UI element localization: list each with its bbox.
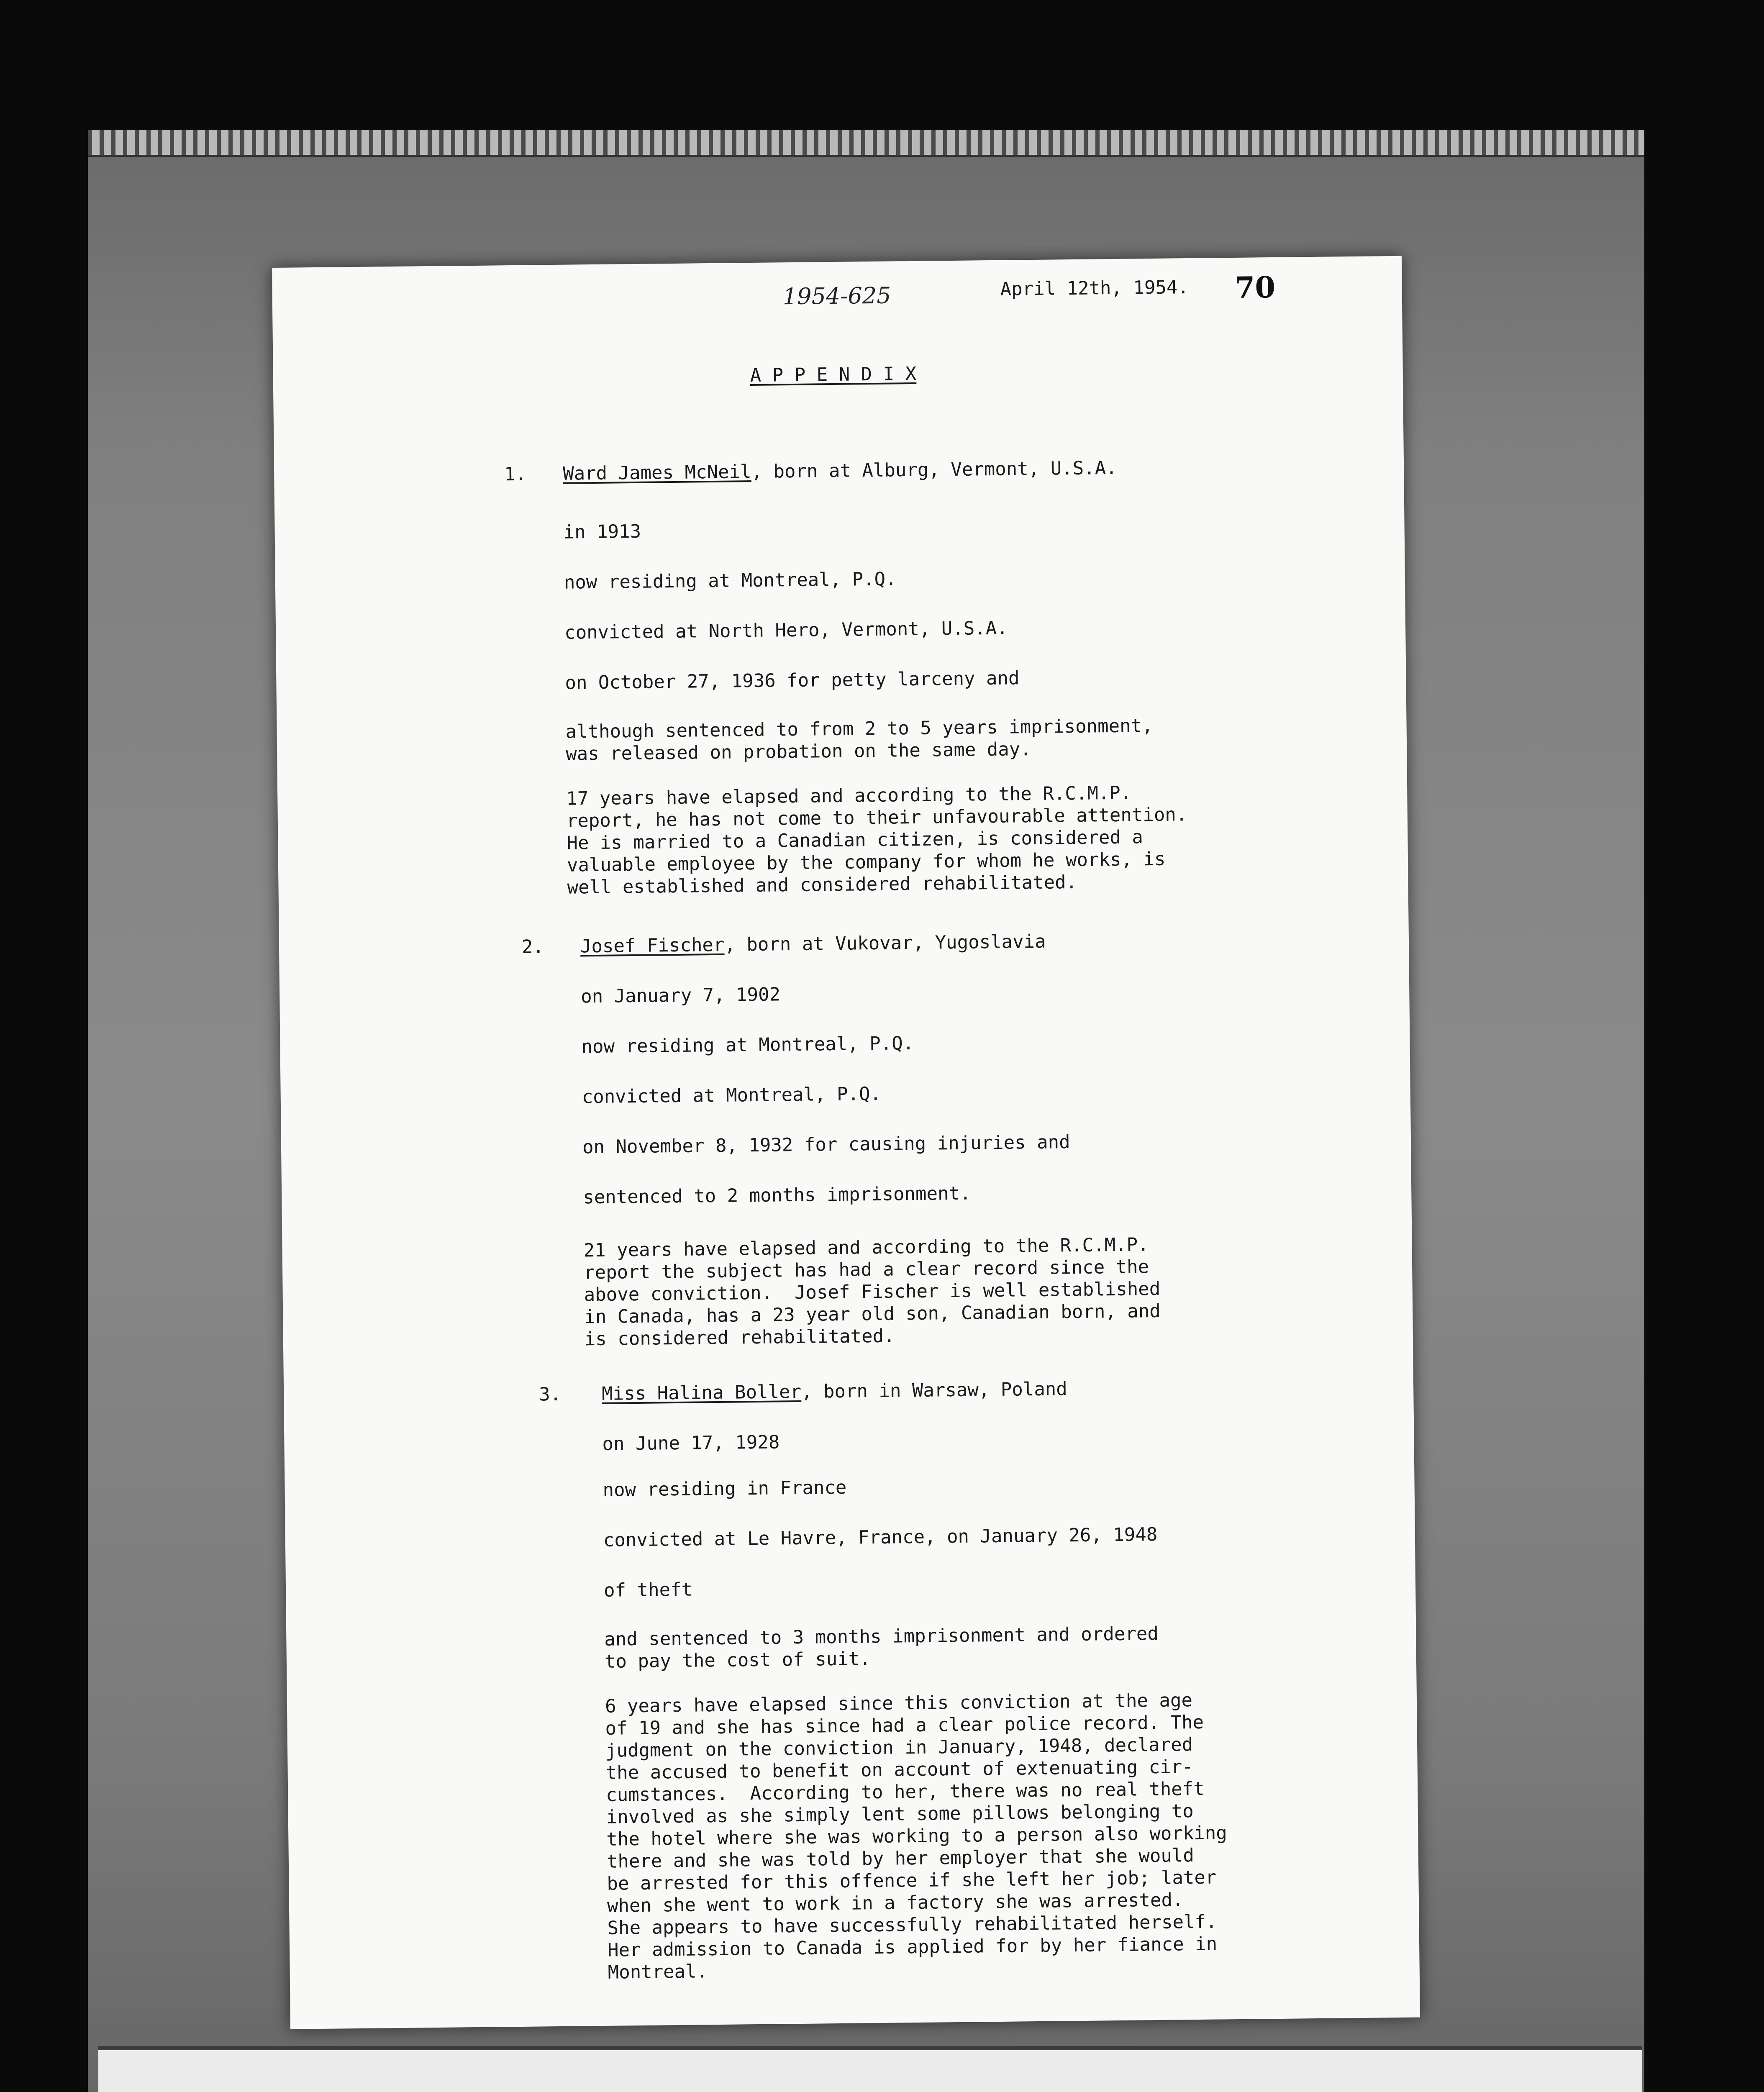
entry-heading-line	[602, 1377, 1067, 1407]
remarks: 17 years have elapsed and according to the R.C.M.P. report, he has not come to their unfavourable attention. He is married to a Canadian citizen, is considered a valuable employee by the company for whom he works, is well established and considered rehabilitated.	[566, 782, 1187, 898]
birth-year: in 1913	[563, 520, 641, 543]
page-number: 70	[1234, 269, 1276, 305]
residence: now residing at Montreal, P.Q.	[581, 1033, 914, 1058]
birth-date: on January 7, 1902	[581, 984, 781, 1008]
conviction-date: on October 27, 1936 for petty larceny and	[565, 667, 1020, 694]
conviction-place: convicted at North Hero, Vermont, U.S.A.	[564, 617, 1008, 643]
birthplace: , born at Vukovar, Yugoslavia	[724, 931, 1046, 956]
sentence: and sentenced to 3 months imprisonment and ordered to pay the cost of suit.	[604, 1623, 1159, 1672]
handwritten-file-number: 1954-625	[782, 282, 891, 310]
document-date: April 12th, 1954.	[1000, 277, 1189, 300]
remarks: 21 years have elapsed and according to the R.C.M.P. report the subject has had a clear record since the above conviction. Josef Fischer is well established in Canada, has a 23 year old son, Canadian born, and is considered rehabilitated.	[583, 1234, 1161, 1350]
white-paper-strip	[98, 2050, 1642, 2092]
conviction-date: on November 8, 1932 for causing injuries and	[582, 1131, 1070, 1158]
entry-heading-line	[580, 929, 1046, 959]
conviction-place: convicted at Le Havre, France, on January 26, 1948	[603, 1524, 1158, 1551]
entry-heading-line	[563, 456, 1117, 487]
sentence: although sentenced to from 2 to 5 years imprisonment, was released on probation on the same day.	[565, 715, 1153, 765]
film-edge-ruler	[88, 130, 1644, 157]
person-name: Josef Fischer	[580, 934, 725, 957]
remarks: 6 years have elapsed since this conviction at the age of 19 and she has since had a clear police record. The judgment on the conviction in January, 1948, declared the accused to benefit on account of extenuating cir- cumstances. According to her, there was no real theft involved as she simply lent some pillows belonging to the hotel where she was working to a person also working there and she was told by her employer that she would be arrested for this offence if she left her job; later when she went to work in a factory she was arrested. She appears to have successfully rehabilitated herself. Her admission to Canada is applied for by her fiance in Montreal.	[605, 1689, 1228, 1983]
birthplace: , born at Alburg, Vermont, U.S.A.	[751, 457, 1117, 483]
entry-number: 3.	[538, 1383, 562, 1405]
conviction-place: convicted at Montreal, P.Q.	[582, 1083, 882, 1108]
sentence: sentenced to 2 months imprisonment.	[583, 1182, 971, 1208]
residence: now residing in France	[603, 1477, 847, 1501]
birthplace: , born in Warsaw, Poland	[801, 1378, 1068, 1402]
appendix-heading: A P P E N D I X	[750, 363, 917, 387]
residence: now residing at Montreal, P.Q.	[564, 568, 897, 593]
offence: of theft	[603, 1579, 693, 1601]
person-name: Ward James McNeil	[562, 461, 751, 485]
person-name: Miss Halina Boller	[601, 1381, 802, 1405]
entry-number: 1.	[504, 463, 527, 485]
document-page	[272, 256, 1420, 2029]
birth-date: on June 17, 1928	[602, 1431, 780, 1455]
entry-number: 2.	[521, 936, 544, 958]
